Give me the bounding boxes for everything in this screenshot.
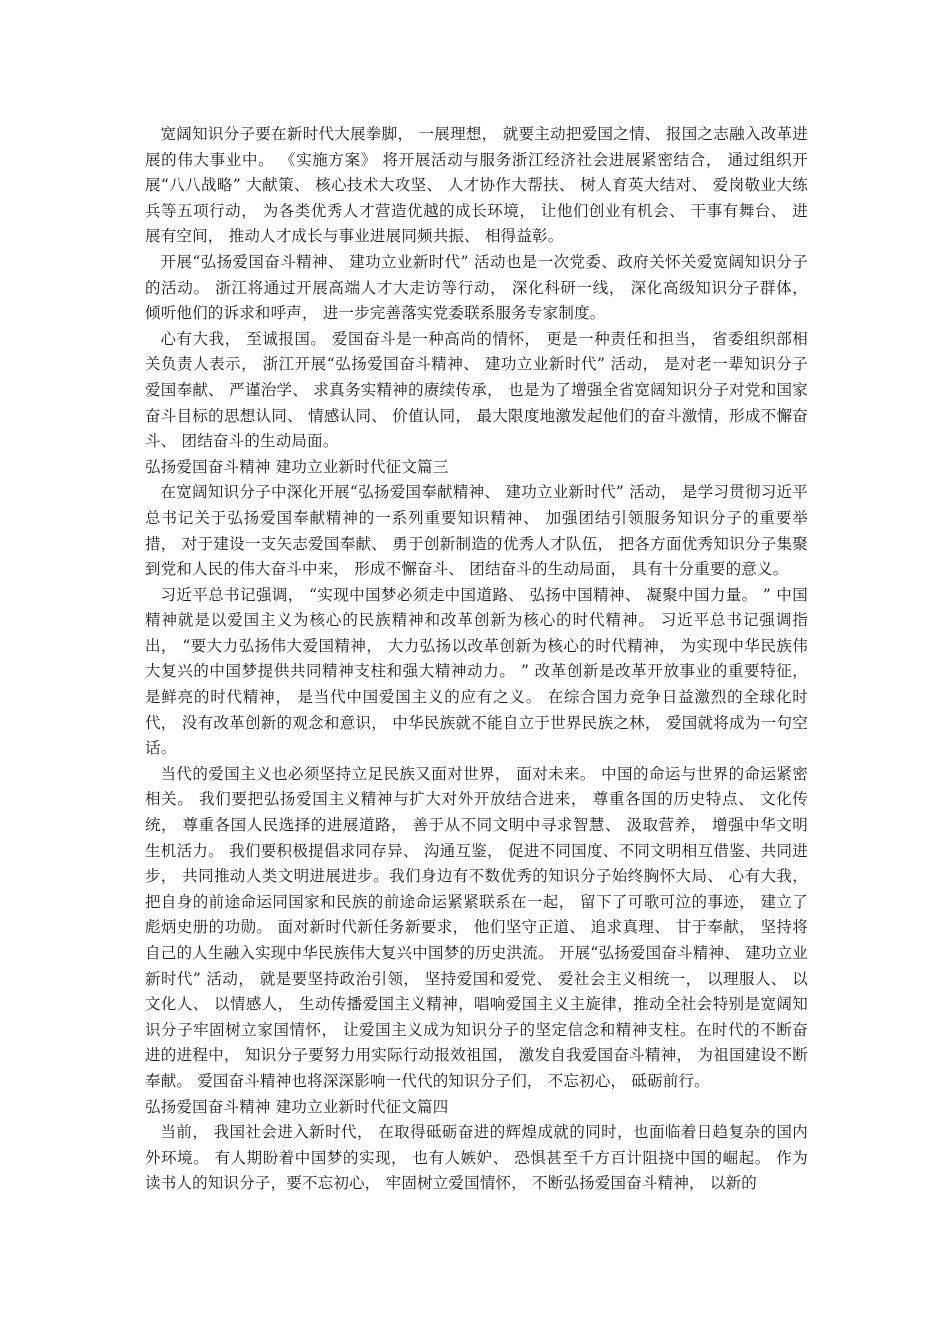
paragraph: 开展“弘扬爱国奋斗精神、 建功立业新时代” 活动也是一次党委、政府关怀关爱宽阔知识分子的活动。 浙江将通过开展高端人才大走访等行动， 深化科研一线， 深化高级知识分子群体， 倾听他们的诉求和呼声， 进一步完善落实党委联系服务专家制度。: [145, 252, 808, 323]
document-page: [145, 122, 808, 1197]
paragraph: 习近平总书记强调， “实现中国梦必须走中国道路、 弘扬中国精神、 凝聚中国力量。 ” 中国精神就是以爱国主义为核心的民族精神和改革创新为核心的时代精神。 习近平总书记强调指出， “要大力弘扬伟大爱国精神， 大力弘扬以改革创新为核心的时代精神， 为实现中华民族伟大复兴的中国梦提供共同精神支柱和强大精神动力。 ” 改革创新是改革开放事业的重要特征， 是鲜亮的时代精神， 是当代中国爱国主义的应有之义。 在综合国力竞争日益激烈的全球化时代， 没有改革创新的观念和意识， 中华民族就不能自立于世界民族之林， 爱国就将成为一句空话。: [145, 585, 808, 758]
paragraph: 心有大我， 至诚报国。 爱国奋斗是一种高尚的情怀， 更是一种责任和担当， 省委组织部相关负责人表示， 浙江开展“弘扬爱国奋斗精神、 建功立业新时代” 活动， 是对老一辈知识分子爱国奉献、 严谨治学、 求真务实精神的赓续传承， 也是为了增强全省宽阔知识分子对党和国家奋斗目标的思想认同、 情感认同、 价值认同， 最大限度地激发起他们的奋斗激情，形成不懈奋斗、 团结奋斗的生动局面。: [145, 329, 808, 451]
section-heading: 弘扬爱国奋斗精神 建功立业新时代征文篇四: [145, 1097, 449, 1116]
paragraph: 当代的爱国主义也必须坚持立足民族又面对世界， 面对未来。 中国的命运与世界的命运紧密相关。 我们要把弘扬爱国主义精神与扩大对外开放结合进来， 尊重各国的历史特点、 文化传统， 尊重各国人民选择的进展道路， 善于从不同文明中寻求智慧、 汲取营养， 增强中华文明生机活力。 我们要积极提倡求同存异、 沟通互鉴， 促进不同国度、不同文明相互借鉴、共同进步， 共同推动人类文明进展进步。我们身边有不数优秀的知识分子始终胸怀大局、 心有大我， 把自身的前途命运同国家和民族的前途命运紧紧联系在一起， 留下了可歌可泣的事迹， 建立了彪炳史册的功勋。 面对新时代新任务新要求， 他们坚守正道、 追求真理、 甘于奉献， 坚持将自己的人生融入实现中华民族伟大复兴中国梦的历史洪流。 开展“弘扬爱国奋斗精神、 建功立业新时代” 活动， 就是要坚持政治引领， 坚持爱国和爱党、 爱社会主义相统一， 以理服人、 以文化人、 以情感人， 生动传播爱国主义精神，唱响爱国主义主旋律，推动全社会特别是宽阔知识分子牢固树立家国情怀， 让爱国主义成为知识分子的坚定信念和精神支柱。在时代的不断奋进的进程中， 知识分子要努力用实际行动报效祖国， 激发自我爱国奋斗精神， 为祖国建设不断奉献。 爱国奋斗精神也将深深影响一代代的知识分子们， 不忘初心， 砥砺前行。: [145, 764, 808, 1090]
section-heading: 弘扬爱国奋斗精神 建功立业新时代征文篇三: [145, 457, 449, 476]
paragraph: 宽阔知识分子要在新时代大展拳脚， 一展理想， 就要主动把爱国之情、 报国之志融入改革进展的伟大事业中。 《实施方案》 将开展活动与服务浙江经济社会进展紧密结合， 通过组织开展“八八战略” 大献策、 核心技术大攻坚、 人才协作大帮扶、 树人育英大结对、 爱岗敬业大练兵等五项行动， 为各类优秀人才营造优越的成长环境， 让他们创业有机会、 干事有舞台、 进展有空间， 推动人才成长与事业进展同频共振、 相得益彰。: [145, 125, 808, 246]
paragraph: 当前， 我国社会进入新时代， 在取得砥砺奋进的辉煌成就的同时，也面临着日趋复杂的国内外环境。 有人期盼着中国梦的实现， 也有人嫉妒、 恐惧甚至千方百计阻挠中国的崛起。 作为读书人的知识分子，要不忘初心， 牢固树立爱国情怀， 不断弘扬爱国奋斗精神， 以新的: [145, 1123, 808, 1193]
paragraph: 在宽阔知识分子中深化开展“弘扬爱国奉献精神、 建功立业新时代” 活动， 是学习贯彻习近平总书记关于弘扬爱国奉献精神的一系列重要知识精神、 加强团结引领服务知识分子的重要举措， 对于建设一支矢志爱国奉献、 勇于创新制造的优秀人才队伍， 把各方面优秀知识分子集聚到党和人民的伟大奋斗中来， 形成不懈奋斗、 团结奋斗的生动局面， 具有十分重要的意义。: [145, 483, 808, 579]
